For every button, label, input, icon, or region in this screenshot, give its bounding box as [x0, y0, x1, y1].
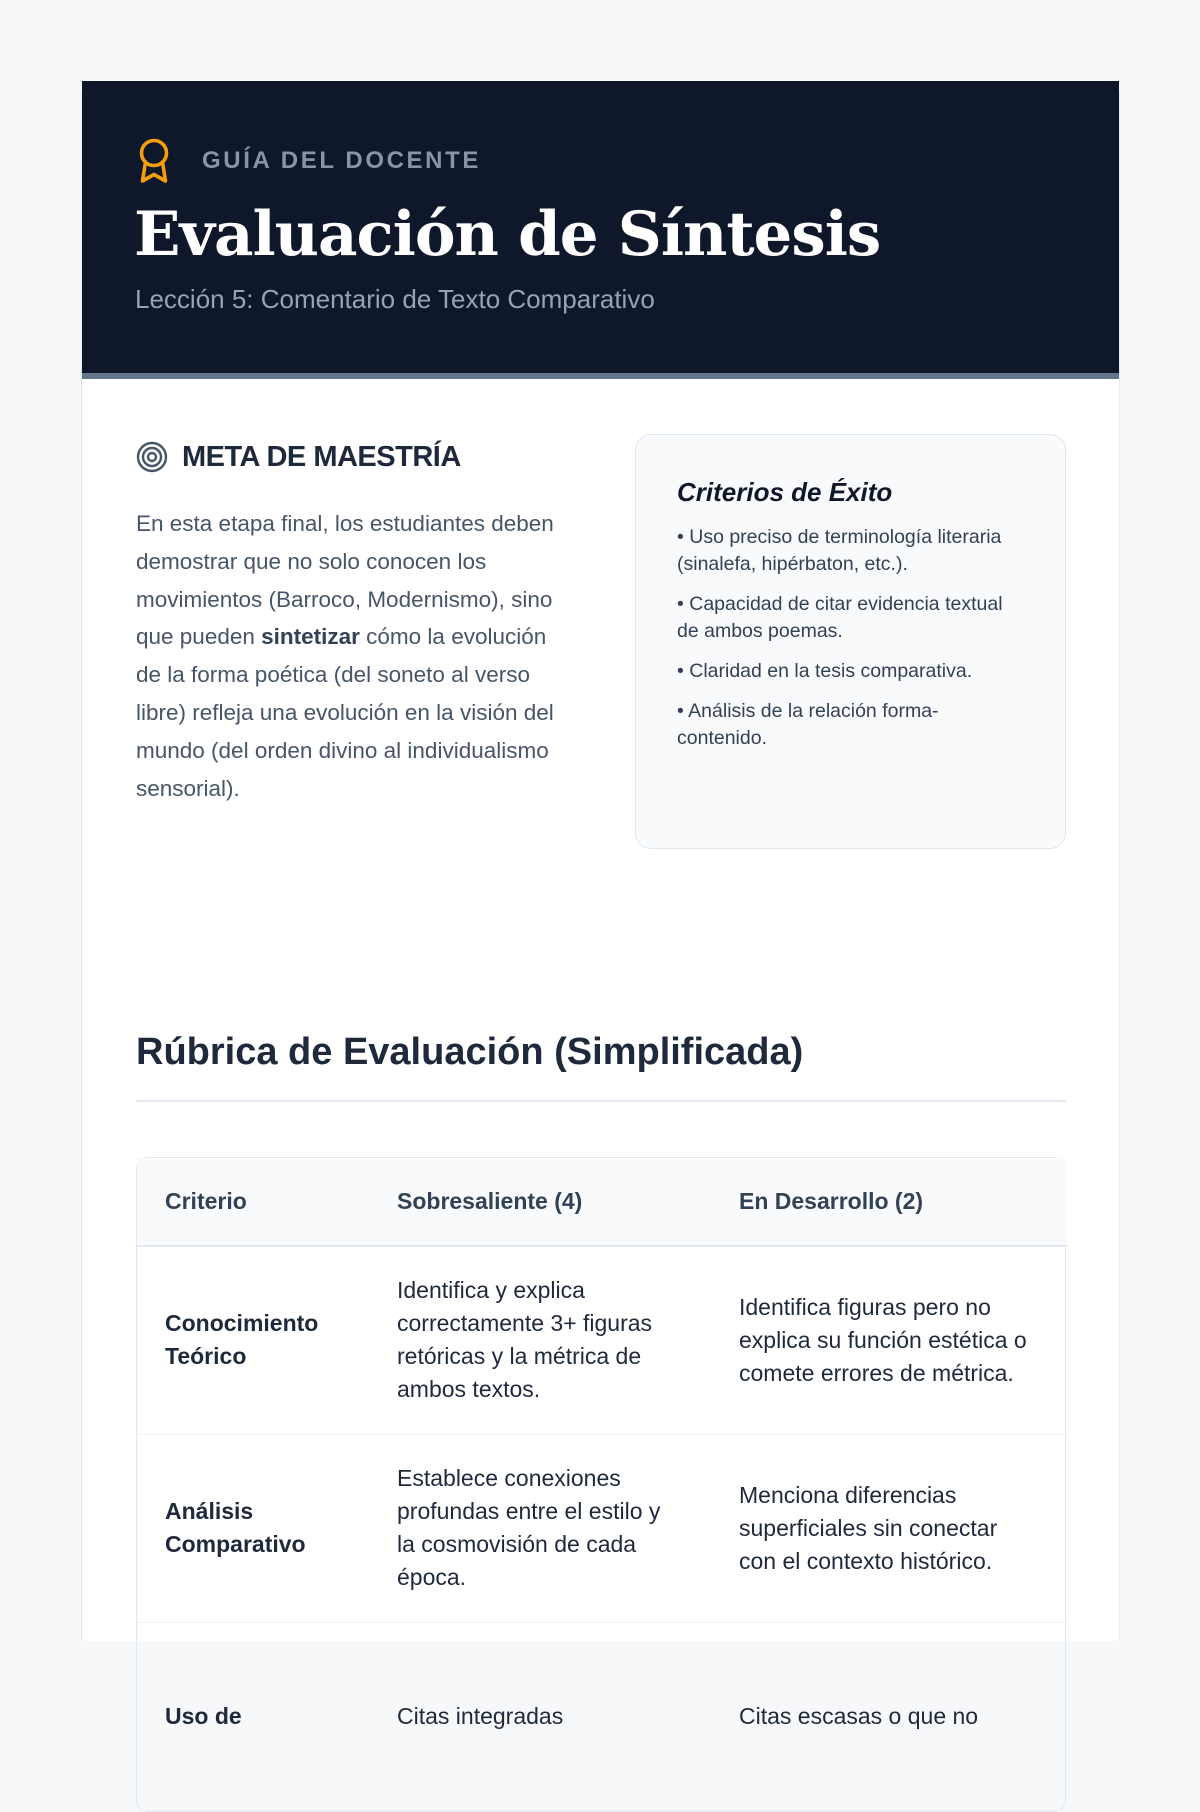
mastery-goal-heading	[136, 437, 576, 477]
success-criteria-title: Criterios de Éxito	[677, 477, 893, 507]
mastery-goal-text: En esta etapa final, los estudiantes deben demostrar que no solo conocen los movimientos (Barroco, Modernismo), sino que pueden sintetizar cómo la evolución de la forma poética (del soneto al verso libre) refleja una evolución en la visión del mundo (del orden divino al individualismo sensorial).	[136, 511, 554, 801]
developing-cell: Identifica figuras pero no explica su función estética o comete errores de métrica.	[711, 1246, 1067, 1434]
criteria-item: • Capacidad de citar evidencia textual de ambos poemas.	[677, 593, 1003, 642]
eyebrow	[136, 136, 481, 186]
page-title: Evaluación de Síntesis	[134, 199, 881, 270]
table-row	[137, 1246, 1067, 1434]
criteria-item: • Uso preciso de terminología literaria (sinalefa, hipérbaton, etc.).	[677, 526, 1002, 575]
target-icon	[136, 441, 168, 473]
developing-cell: Menciona diferencias superficiales sin conectar con el contexto histórico.	[711, 1434, 1067, 1622]
award-ribbon-icon	[136, 136, 172, 186]
divider	[136, 1100, 1066, 1102]
criterion-cell: Conocimiento Teórico	[137, 1246, 369, 1434]
table-header-row	[137, 1158, 1067, 1246]
success-criteria-box	[635, 434, 1066, 849]
page-subtitle: Lección 5: Comentario de Texto Comparativo	[135, 284, 655, 314]
criteria-item: • Claridad en la tesis comparativa.	[677, 660, 973, 682]
emphasis-text: sintetizar	[261, 624, 360, 650]
header-banner	[82, 81, 1119, 379]
criterion-cell: Uso de	[137, 1622, 369, 1810]
column-header-criterion: Criterio	[137, 1158, 369, 1246]
table-row	[137, 1622, 1067, 1810]
excellent-cell: Identifica y explica correctamente 3+ figuras retóricas y la métrica de ambos textos.	[369, 1246, 711, 1434]
rubric-table	[136, 1157, 1066, 1812]
mastery-goal-section	[136, 437, 576, 807]
teacher-guide-card	[81, 81, 1120, 1729]
criteria-item: • Análisis de la relación forma-contenido.	[677, 700, 939, 749]
criterion-cell: Análisis Comparativo	[137, 1434, 369, 1622]
mastery-goal-title: META DE MAESTRÍA	[182, 440, 461, 473]
excellent-cell: Establece conexiones profundas entre el estilo y la cosmovisión de cada época.	[369, 1434, 711, 1622]
table-row	[137, 1434, 1067, 1622]
column-header-developing: En Desarrollo (2)	[711, 1158, 1067, 1246]
excellent-cell: Citas integradas	[369, 1622, 711, 1810]
rubric-title: Rúbrica de Evaluación (Simplificada)	[136, 1031, 804, 1073]
eyebrow-label: GUÍA DEL DOCENTE	[202, 147, 481, 174]
developing-cell: Citas escasas o que no	[711, 1622, 1067, 1810]
column-header-excellent: Sobresaliente (4)	[369, 1158, 711, 1246]
